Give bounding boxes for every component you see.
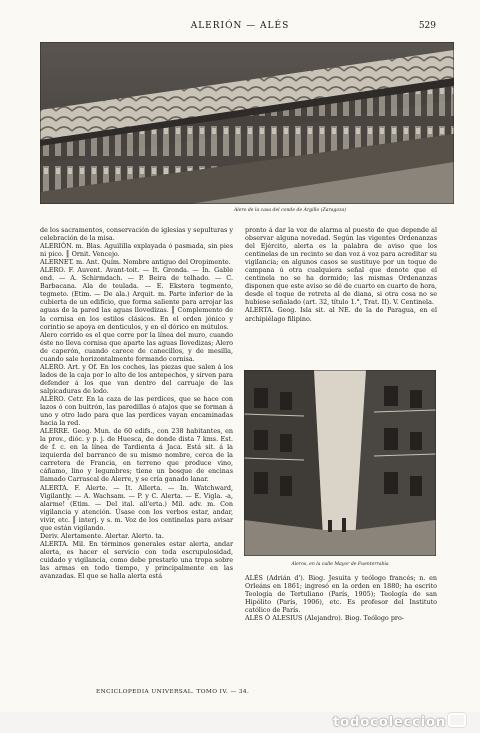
street-photo-image	[244, 370, 436, 556]
watermark-text: todocoleccion	[332, 714, 446, 730]
entry-paragraph: Alero corrido es el que corre por la línea del muro, cuando éste no lleva cornisa que aparte las aguas llovedizas; Alero de caperón, cuando carece de canecillos, y de mesilla, cuando sale horizontalmente formando cornisa.	[40, 330, 233, 363]
entry-paragraph: de los sacramentos, conservación de iglesias y sepulturas y celebración de la misa.	[40, 226, 233, 243]
entry-alero-cetr: ALERO. Cetr. En la caza de las perdices, que se hace con lazos ó con buitrón, las paredillas ó atajos que se forman á uno y otro lado para que las perdices vayan encaminadas hacia la red.	[40, 394, 233, 428]
entry-alerta-mil: ALERTA. Mil. En términos generales estar alerta, andar alerta, es hacer el servicio con toda escrupulosidad, cuidado y vigilancia, como debe prestarlo una tropa sobre las armas en todo tiempo, y principalmente en las avanzadas. El que se halla alerta está	[40, 539, 233, 581]
bottom-photo-caption: Aleros, en la calle Mayor de Fuenterrabía	[291, 562, 389, 567]
page-number: 529	[418, 21, 436, 31]
entry-alerta-geog: ALERTA. Geog. Isla sit. al NE. de la de Paragua, en el archipiélago filipino.	[245, 306, 437, 323]
left-column	[40, 226, 233, 580]
entry-paragraph: pronto á dar la voz de alarma al puesto de que depende al observar alguna novedad. Según las vigentes Ordenanzas del Ejército, alerta es la palabra de aviso que los centinelas de un recinto se dan voz á voz para acreditar su vigilancia; en algunos casos se sustituye por un toque de campana ú otra cualquiera señal que denote que el centinela no se ha dormido; las mismas Ordenanzas disponen que este aviso se dé de cuarto en cuarto de hora, desde el toque de retreta al de diana, si otra cosa no se hubiese señalado (art. 32, título 1.°, Trat. II). V. Centinela.	[245, 226, 437, 307]
top-photo-caption: Alero de la casa del conde de Argillo (Zaragoza)	[233, 208, 347, 213]
header-title: ALERIÓN — ALÉS	[190, 21, 290, 31]
entry-alero-art: ALERO. Art. y Of. En los coches, las piezas que salen á los lados de la caja por lo alto de los antepechos, y sirven para defender á los que van dentro del carruaje de las salpicaduras de lodo.	[40, 362, 233, 395]
page-footer: ENCICLOPEDIA UNIVERSAL. TOMO IV. — 34.	[96, 689, 250, 695]
eaves-photo	[40, 42, 454, 204]
entry-derivatives: Deriv. Alertamente. Alertar. Alerto. ta.	[40, 531, 164, 540]
entry-alerre: ALERRE. Geog. Mun. de 60 edifs., con 238 habitantes, en la prov., dióc. y p. j. de Huesca, de donde dista 7 kms. Est. de f. c. en la línea de Tardienta á Jaca. Está sit. á la izquierda del barranco de su mismo nombre, cerca de la carretera de Francia, en terreno que produce vino, cáñamo, lino y legumbres; tiene un bosque de encinas llamado Carrascal de Alerre, y se cría ganado lanar.	[40, 427, 233, 484]
entry-alero: ALERO. F. Auvent. Avant-toit. — It. Gronda. — In. Gable end. — A. Schirmdach. — P. Beira de telhado. — C. Barbacana. Ala de teulada. — E. Ekstera tegmento, tegmeto. (Etim. — De ala.) Arquit. m. Parte inferior de la cubierta de un edificio, que forma saliente para arrojar las aguas de la pared las aguas llovedizas. ║ Complemento de la cornisa en los estilos clásicos. En el orden jónico y corintio se apoya en denticulos, y en el dórico en mútulos.	[40, 266, 233, 331]
watermark	[333, 713, 466, 730]
eaves-photo-image	[40, 42, 454, 204]
entry-ales: ALÉS (Adrián d'). Biog. Jesuita y teólogo francés; n. en Orleáns en 1861; ingresó en la orden en 1880; ha escrito Teología de Tertuliano (París, 1905); Teología de san Hipólito (París, 1906), etc. Es profesor del Instituto católico de París.	[245, 574, 437, 615]
street-photo	[244, 370, 436, 556]
entry-ales-alesius: ALÉS Ó ALESIUS (Alejandro). Biog. Teólogo pro-	[245, 614, 404, 623]
right-column	[245, 226, 437, 323]
camera-icon	[448, 713, 466, 727]
entry-alernet: ALERNET. m. Ant. Quím. Nombre antiguo del Oropimente.	[40, 258, 231, 267]
entry-alerta: ALERTA. F. Alerte. — It. Allerta. — In. Watchward, Vigilantly. — A. Wachsam. — P. y C. Alerta. — E. Vigla. -a, alarme! (Etim. — Del ital. all'erta.) Mil. adv. m. Con vigilancia y atención. Úsase con los verbos estar, andar, vivir, etc. ║ interj. y s. m. Voz de los centinelas para avisar que están vigilando.	[40, 483, 233, 532]
entry-alerion: ALERIÓN. m. Blas. Aguililla explayada ó pasmada, sin pies ni pico. ║ Ornit. Vencejo.	[40, 242, 233, 259]
running-header	[0, 21, 480, 35]
right-column-lower	[245, 574, 437, 622]
